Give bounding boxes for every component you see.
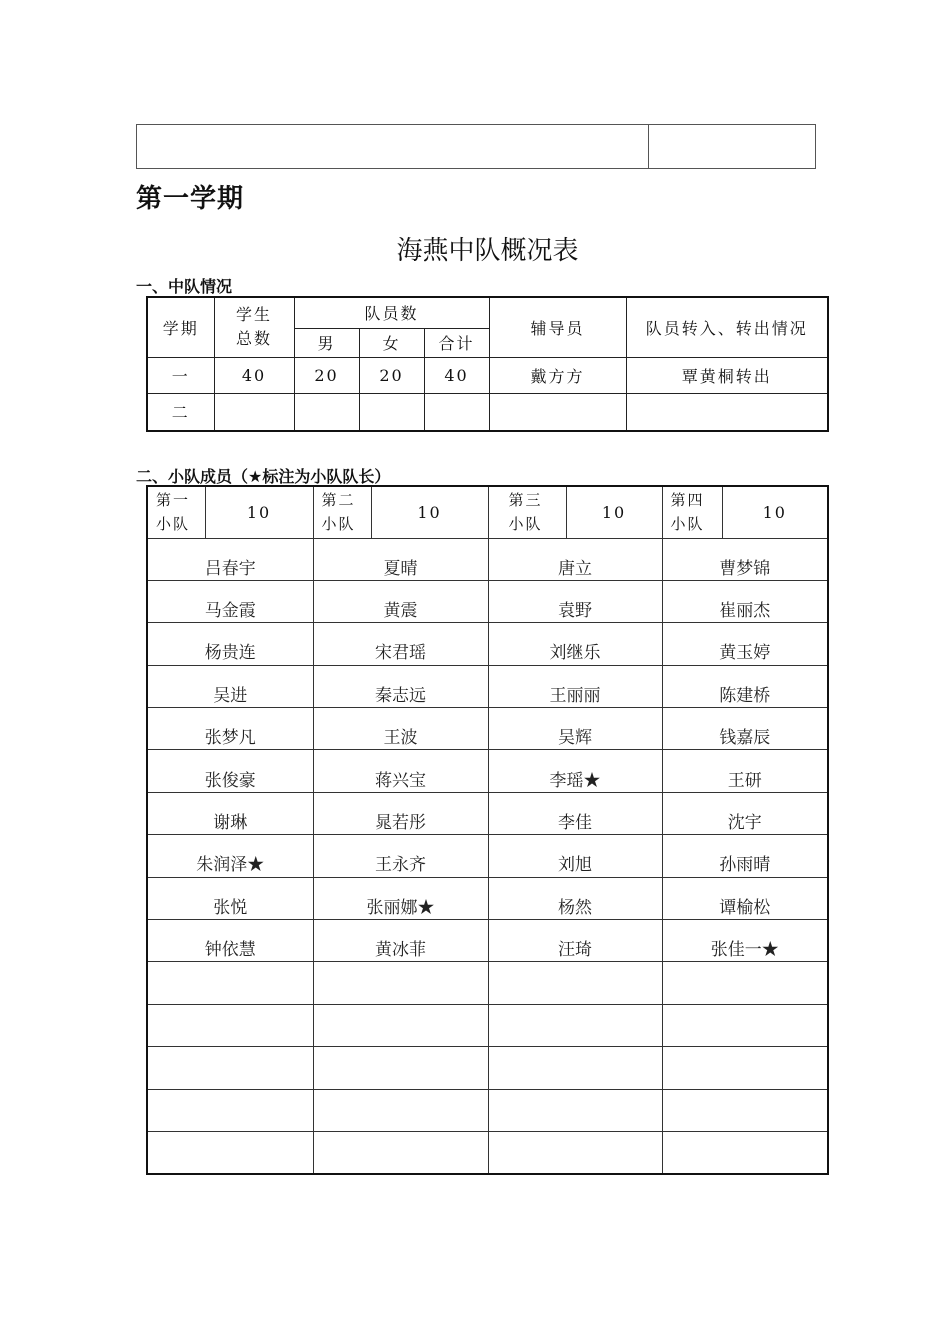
member-cell-squad-2: 宋君瑶 [313,623,488,665]
cell-transfers: 覃黄桐转出 [626,357,828,393]
member-cell-squad-3: 李佳 [488,792,662,834]
squad-label-line2: 小队 [156,515,191,534]
member-cell-squad-3: 刘继乐 [488,623,662,665]
member-cell-squad-2: 张丽娜★ [313,877,488,919]
squad-label-line1: 第一 [156,491,191,510]
table-row [147,393,828,431]
member-cell-squad-1: 张梦凡 [147,708,313,750]
member-row [147,750,828,792]
member-cell-squad-1: 杨贵连 [147,623,313,665]
cell-female [359,393,424,431]
member-row [147,580,828,622]
cell-transfers [626,393,828,431]
member-cell-squad-1 [147,1131,313,1173]
member-cell-squad-1 [147,1047,313,1089]
member-cell-squad-2: 夏晴 [313,538,488,580]
squad-label-line1: 第三 [508,491,543,510]
header-female: 女 [359,328,424,357]
section-heading-squads: 二、小队成员（★标注为小队队长） [136,467,391,486]
member-cell-squad-4 [662,1047,828,1089]
member-row [147,708,828,750]
header-members: 队员数 [294,297,489,328]
member-cell-squad-4: 曹梦锦 [662,538,828,580]
member-row [147,1047,828,1089]
member-cell-squad-2: 王波 [313,708,488,750]
squad-label-line2: 小队 [321,515,356,534]
member-cell-squad-4 [662,1089,828,1131]
member-cell-squad-2: 王永齐 [313,835,488,877]
cell-term: 一 [147,357,214,393]
member-row [147,792,828,834]
cell-counselor: 戴方方 [489,357,626,393]
member-cell-squad-3 [488,962,662,1004]
member-cell-squad-1 [147,1004,313,1046]
header-box [136,124,816,169]
member-cell-squad-1: 吕春宇 [147,538,313,580]
member-cell-squad-4: 崔丽杰 [662,580,828,622]
member-cell-squad-3: 汪琦 [488,920,662,962]
member-row [147,1089,828,1131]
cell-counselor [489,393,626,431]
member-cell-squad-2 [313,1089,488,1131]
member-cell-squad-1: 张悦 [147,877,313,919]
table-row [147,357,828,393]
member-cell-squad-2 [313,1131,488,1173]
member-cell-squad-3 [488,1089,662,1131]
member-cell-squad-3: 刘旭 [488,835,662,877]
member-cell-squad-1 [147,962,313,1004]
squad-4-label [662,486,722,538]
header-box-left-cell [137,125,649,169]
member-cell-squad-4: 谭榆松 [662,877,828,919]
cell-female: 20 [359,357,424,393]
squad-label-line1: 第四 [670,491,705,510]
member-cell-squad-4: 王研 [662,750,828,792]
page-title: 海燕中队概况表 [396,236,579,266]
squad-1-count: 10 [205,486,313,538]
member-row [147,835,828,877]
cell-sum [424,393,489,431]
squad-2-label [313,486,371,538]
squad-3-count: 10 [566,486,662,538]
section-heading-overview: 一、中队情况 [136,277,233,296]
header-total [214,297,294,357]
member-row [147,1131,828,1173]
member-row [147,623,828,665]
member-row [147,920,828,962]
cell-term: 二 [147,393,214,431]
member-cell-squad-3: 王丽丽 [488,665,662,707]
member-cell-squad-1: 钟依慧 [147,920,313,962]
cell-total [214,393,294,431]
cell-sum: 40 [424,357,489,393]
squad-label-line2: 小队 [508,515,543,534]
squad-header-row [147,486,828,538]
member-cell-squad-4 [662,1004,828,1046]
member-row [147,1004,828,1046]
member-cell-squad-4 [662,962,828,1004]
squad-label-line2: 小队 [670,515,705,534]
header-term: 学期 [147,297,214,357]
semester-heading: 第一学期 [136,184,245,214]
member-cell-squad-3: 李瑶★ [488,750,662,792]
member-cell-squad-3: 袁野 [488,580,662,622]
member-cell-squad-2: 黄震 [313,580,488,622]
member-row [147,538,828,580]
member-cell-squad-3 [488,1131,662,1173]
squad-4-count: 10 [722,486,828,538]
squad-3-label [488,486,566,538]
cell-male [294,393,359,431]
member-cell-squad-4: 陈建桥 [662,665,828,707]
header-total-line1: 学生 [235,305,272,325]
member-cell-squad-3: 吴辉 [488,708,662,750]
member-row [147,665,828,707]
squad-label-line1: 第二 [321,491,356,510]
squad-members-table [146,485,829,1175]
member-cell-squad-3: 唐立 [488,538,662,580]
member-cell-squad-2 [313,1047,488,1089]
header-total-line2: 总数 [235,329,272,349]
member-row [147,877,828,919]
squad-1-label [147,486,205,538]
member-cell-squad-1: 马金霞 [147,580,313,622]
member-cell-squad-2: 黄冰菲 [313,920,488,962]
overview-table [146,296,829,432]
member-cell-squad-3 [488,1004,662,1046]
member-cell-squad-3 [488,1047,662,1089]
member-cell-squad-1: 朱润泽★ [147,835,313,877]
member-cell-squad-2: 晁若彤 [313,792,488,834]
member-row [147,962,828,1004]
member-cell-squad-2 [313,1004,488,1046]
member-cell-squad-2: 秦志远 [313,665,488,707]
member-cell-squad-4: 沈宇 [662,792,828,834]
member-cell-squad-2 [313,962,488,1004]
member-cell-squad-1: 张俊豪 [147,750,313,792]
member-cell-squad-1: 吴进 [147,665,313,707]
header-male: 男 [294,328,359,357]
member-cell-squad-1: 谢琳 [147,792,313,834]
cell-total: 40 [214,357,294,393]
member-cell-squad-4: 黄玉婷 [662,623,828,665]
member-cell-squad-4: 钱嘉辰 [662,708,828,750]
member-cell-squad-4: 孙雨晴 [662,835,828,877]
squad-2-count: 10 [371,486,488,538]
header-transfers: 队员转入、转出情况 [626,297,828,357]
member-cell-squad-2: 蒋兴宝 [313,750,488,792]
header-sum: 合计 [424,328,489,357]
member-cell-squad-4 [662,1131,828,1173]
cell-male: 20 [294,357,359,393]
member-cell-squad-3: 杨然 [488,877,662,919]
header-box-right-cell [649,125,816,169]
header-counselor: 辅导员 [489,297,626,357]
member-cell-squad-1 [147,1089,313,1131]
member-cell-squad-4: 张佳一★ [662,920,828,962]
